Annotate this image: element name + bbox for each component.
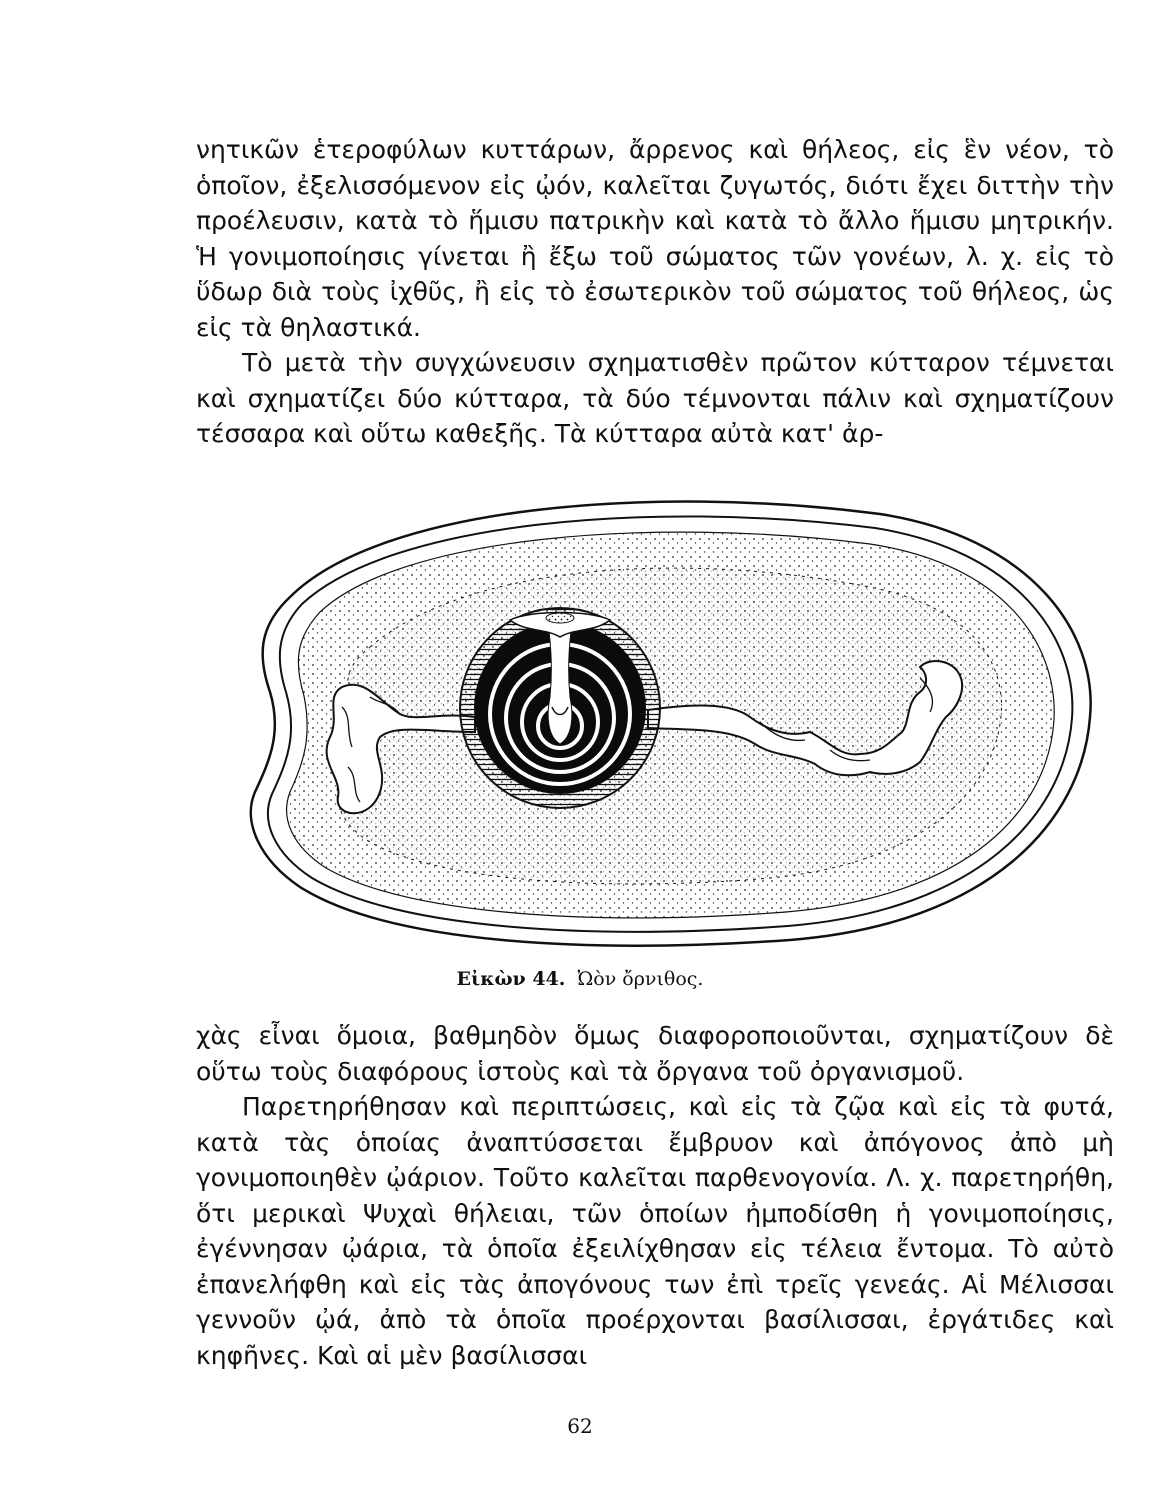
- paragraph-3: χὰς εἶναι ὅμοια, βαθμηδὸν ὅμως διαφοροποιοῦνται, σχηματίζουν δὲ οὕτω τοὺς διαφόρους ἱστοὺς καὶ τὰ ὄργανα τοῦ ὀργανισμοῦ.: [196, 1021, 1114, 1086]
- figure-label: Εἰκὼν 44.: [456, 968, 566, 990]
- body-text-bottom: [196, 1018, 1114, 1373]
- egg-illustration: [230, 492, 1100, 952]
- figure-caption-text: Ὠὸν ὄρνιθος.: [577, 968, 704, 990]
- figure-caption: [0, 968, 1160, 990]
- paragraph-4: Παρετηρήθησαν καὶ περιπτώσεις, καὶ εἰς τὰ ζῷα καὶ εἰς τὰ φυτά, κατὰ τὰς ὁποίας ἀναπτύσσεται ἔμβρυον καὶ ἀπόγονος ἀπὸ μὴ γονιμοποιηθὲν ᾠάριον. Τοῦτο καλεῖται παρθενογονία. Λ. χ. παρετηρήθη, ὅτι μερικαὶ Ψυχαὶ θήλειαι, τῶν ὁποίων ἠμποδίσθη ἡ γονιμοποίησις, ἐγέννησαν ᾠάρια, τὰ ὁποῖα ἐξειλίχθησαν εἰς τέλεια ἔντομα. Τὸ αὐτὸ ἐπανελήφθη καὶ εἰς τὰς ἀπογόνους των ἐπὶ τρεῖς γενεάς. Αἱ Μέλισσαι γεννοῦν ᾠά, ἀπὸ τὰ ὁποῖα προέρχονται βασίλισσαι, ἐργάτιδες καὶ κηφῆνες. Καὶ αἱ μὲν βασίλισσαι: [196, 1092, 1114, 1370]
- page-number: 62: [567, 1414, 593, 1438]
- body-text-top: [196, 132, 1114, 452]
- paragraph-1: νητικῶν ἑτεροφύλων κυττάρων, ἄρρενος καὶ θήλεος, εἰς ἓν νέον, τὸ ὁποῖον, ἐξελισσόμενον εἰς ᾠόν, καλεῖται ζυγωτός, διότι ἔχει διττὴν τὴν προέλευσιν, κατὰ τὸ ἥμισυ πατρικὴν καὶ κατὰ τὸ ἄλλο ἥμισυ μητρικήν. Ἡ γονιμοποίησις γίνεται ἢ ἔξω τοῦ σώματος τῶν γονέων, λ. χ. εἰς τὸ ὕδωρ διὰ τοὺς ἰχθῦς, ἢ εἰς τὸ ἐσωτερικὸν τοῦ σώματος τοῦ θήλεος, ὡς εἰς τὰ θηλαστικά.: [196, 135, 1114, 342]
- paragraph-2: Τὸ μετὰ τὴν συγχώνευσιν σχηματισθὲν πρῶτον κύτταρον τέμνεται καὶ σχηματίζει δύο κύτταρα, τὰ δύο τέμνονται πάλιν καὶ σχηματίζουν τέσσαρα καὶ οὕτω καθεξῆς. Τὰ κύτταρα αὐτὰ κατ' ἀρ-: [196, 348, 1114, 448]
- latebra: [548, 624, 572, 744]
